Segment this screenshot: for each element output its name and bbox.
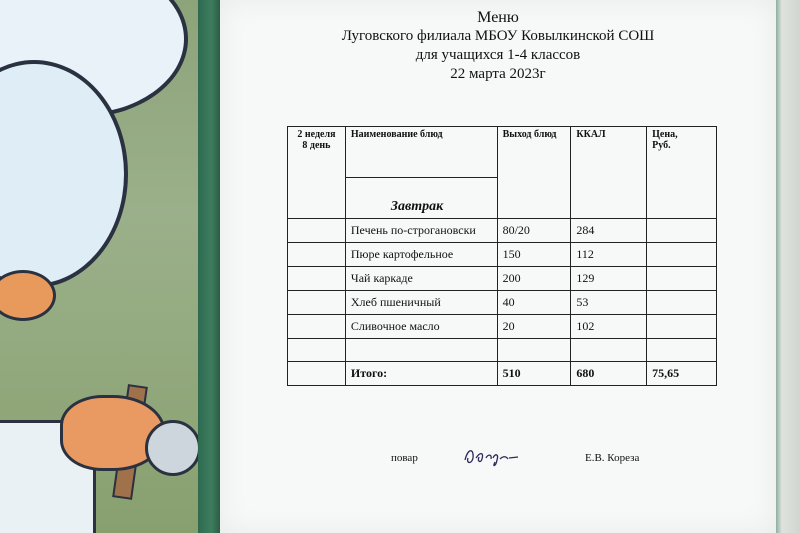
total-row — [288, 362, 717, 386]
table-cell — [288, 339, 346, 362]
dish-kcal: 112 — [571, 243, 647, 267]
table-cell — [647, 339, 717, 362]
chef-nose-illustration — [0, 270, 56, 321]
dish-name: Хлеб пшеничный — [345, 291, 497, 315]
dish-kcal: 129 — [571, 267, 647, 291]
menu-sheet — [220, 0, 776, 533]
price-unit: Руб. — [652, 140, 671, 151]
table-cell — [288, 243, 346, 267]
dish-output: 200 — [497, 267, 571, 291]
menu-title: Меню — [477, 9, 519, 26]
cook-role: повар — [391, 452, 418, 464]
day-label: 8 день — [302, 140, 331, 151]
empty-row — [288, 339, 717, 362]
week-day-header — [288, 127, 346, 219]
table-cell — [647, 291, 717, 315]
table-row — [288, 315, 717, 339]
menu-date: 22 марта 2023г — [450, 66, 546, 82]
total-output: 510 — [497, 362, 571, 386]
total-kcal: 680 — [571, 362, 647, 386]
table-header-row — [288, 127, 717, 178]
board-frame-left — [198, 0, 220, 533]
week-label: 2 неделя — [297, 129, 336, 140]
dish-kcal: 102 — [571, 315, 647, 339]
dish-kcal: 53 — [571, 291, 647, 315]
table-cell — [647, 267, 717, 291]
table-row — [288, 267, 717, 291]
table-cell — [288, 315, 346, 339]
table-cell — [288, 267, 346, 291]
output-header: Выход блюд — [497, 127, 571, 219]
total-price: 75,65 — [647, 362, 717, 386]
price-header — [647, 127, 717, 219]
dish-output: 20 — [497, 315, 571, 339]
dish-output: 150 — [497, 243, 571, 267]
table-row — [288, 219, 717, 243]
dish-name: Печень по-строгановски — [345, 219, 497, 243]
table-cell — [288, 219, 346, 243]
school-name: Луговского филиала МБОУ Ковылкинской СОШ — [341, 28, 655, 44]
handwritten-signature — [462, 446, 522, 471]
menu-header — [220, 8, 776, 84]
dish-name-header: Наименование блюд — [345, 127, 497, 178]
audience: для учащихся 1-4 классов — [415, 47, 581, 63]
menu-table — [287, 126, 717, 386]
salt-shaker-illustration — [145, 420, 201, 476]
meal-name: Завтрак — [390, 199, 444, 214]
dish-name: Сливочное масло — [345, 315, 497, 339]
price-label: Цена, — [652, 129, 678, 140]
dish-kcal: 284 — [571, 219, 647, 243]
dish-output: 40 — [497, 291, 571, 315]
dish-name: Чай каркаде — [345, 267, 497, 291]
cook-name: Е.В. Кореза — [585, 452, 640, 464]
dish-output: 80/20 — [497, 219, 571, 243]
table-cell — [288, 362, 346, 386]
meal-cell — [345, 178, 497, 219]
table-row — [288, 243, 717, 267]
table-cell — [647, 219, 717, 243]
table-cell — [345, 339, 497, 362]
table-cell — [647, 243, 717, 267]
table-cell — [647, 315, 717, 339]
kcal-header: ККАЛ — [571, 127, 647, 219]
total-label: Итого: — [345, 362, 497, 386]
table-row — [288, 291, 717, 315]
table-cell — [288, 291, 346, 315]
table-cell — [571, 339, 647, 362]
table-cell — [497, 339, 571, 362]
dish-name: Пюре картофельное — [345, 243, 497, 267]
background-poster — [0, 0, 205, 533]
